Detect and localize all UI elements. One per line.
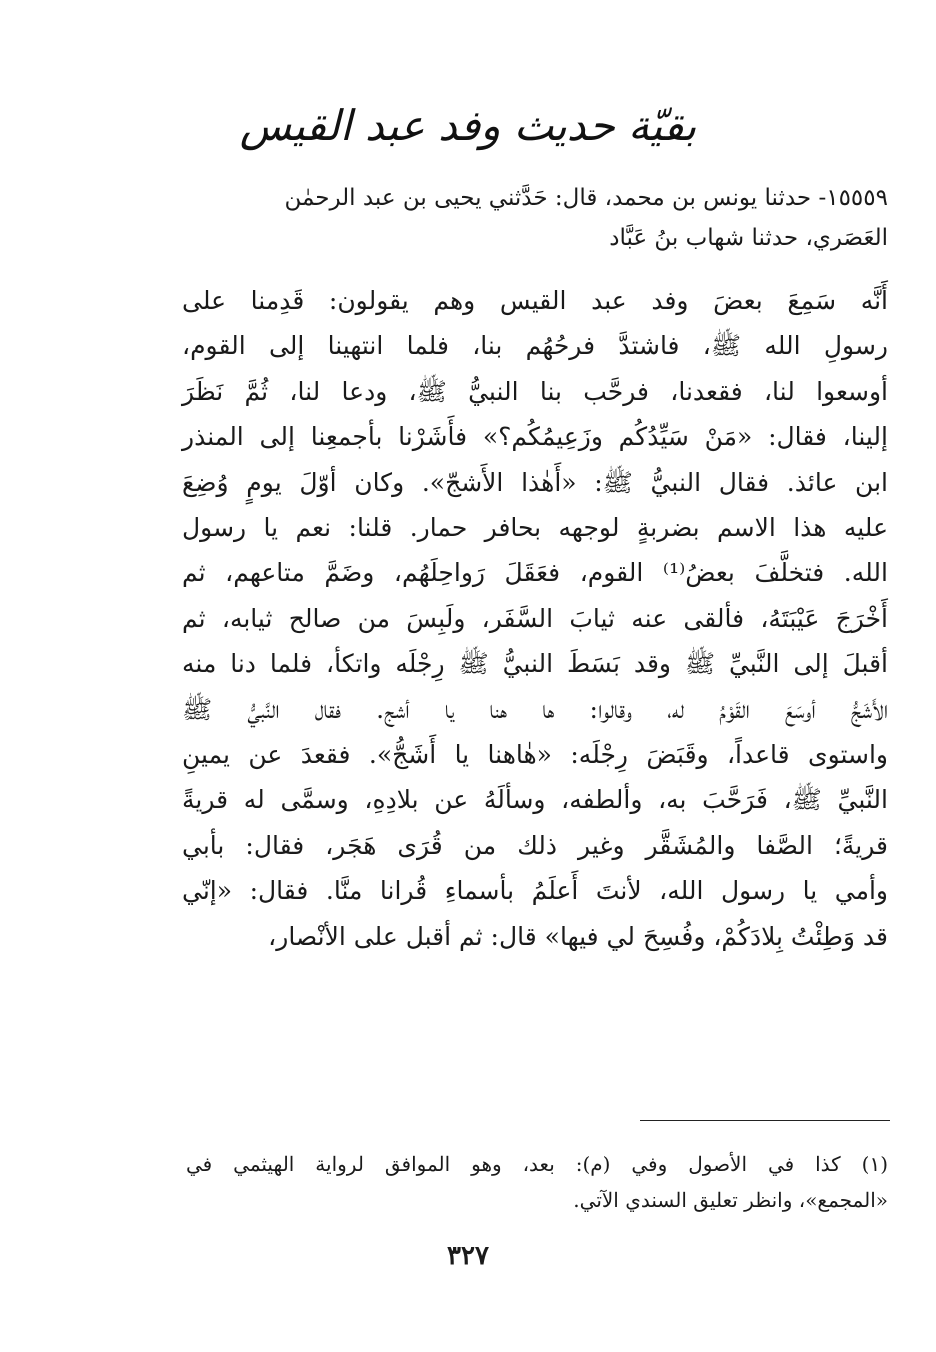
text-line: ابن عائذ. فقال النبيُّ ﷺ: «أَهٰذا الأَشجّ». وكان أوّلَ يومٍ وُضِعَ bbox=[182, 467, 888, 497]
text-line: الأَشَجُّ أوسَعَ القَوْمُ له، وقالوا: ها هنا يا أشج. فقال النَّبيُّ ﷺ bbox=[182, 694, 888, 724]
text-line: إلينا، فقال: «مَنْ سَيِّدُكُم وزَعِيمُكُم؟» فأَشَرْنا بأجمعِنا إلى المنذر bbox=[182, 422, 888, 452]
hadith-isnad bbox=[182, 178, 888, 258]
text-line: أوسعوا لنا، فقعدنا، فرحَّب بنا النبيُّ ﷺ، ودعا لنا، ثُمَّ نَظَرَ bbox=[182, 376, 888, 406]
text-line: عليه هذا الاسم بضربةٍ لوجهه بحافر حمار. قلنا: نعم يا رسول bbox=[182, 513, 888, 543]
text-line: النَّبيِّ ﷺ، فَرَحَّبَ به، وألطفه، وسألَهُ عن بلادِهِ، وسمَّى له قريةً bbox=[182, 785, 888, 815]
footnote-line: «المجمع»، وانظر تعليق السندي الآتي. bbox=[573, 1188, 888, 1212]
chapter-heading: بقيّة حديث وفد عبد القيس bbox=[239, 101, 697, 150]
footnote-line: (١) كذا في الأصول وفي (م): بعد، وهو الموافق لرواية الهيثمي في bbox=[186, 1152, 888, 1176]
text-line: قريةً؛ الصَّفا والمُشَقَّر وغير ذلك من قُرَى هَجَر، فقال: بأبي bbox=[182, 830, 888, 860]
isnad-line: العَصَري، حدثنا شهاب بنُ عَبَّاد bbox=[609, 225, 888, 251]
text-line: أَخْرَجَ عَيْبَتَهُ، فألقى عنه ثيابَ السَّفَر، ولَبِسَ من صالح ثيابه، ثم bbox=[182, 603, 888, 633]
text-line: وأمي يا رسول الله، لأنتَ أَعلَمُ بأسماءِ قُرانا منَّا. فقال: «إنّي bbox=[182, 876, 888, 906]
footnotes bbox=[186, 1146, 888, 1218]
footnote-divider bbox=[640, 1120, 890, 1121]
hadith-text bbox=[182, 278, 888, 959]
text-line: واستوى قاعداً، وقَبَضَ رِجْلَه: «هٰاهنا يا أَشَجُّ». فقعدَ عن يمينِ bbox=[182, 740, 888, 770]
text-line: قد وَطِئْتُ بِلادَكُمْ، وفُسِحَ لي فيها» قال: ثم أقبل على الأنْصار، bbox=[268, 921, 888, 951]
text-line: رسولِ الله ﷺ، فاشتدَّ فرحُهُم بنا، فلما انتهينا إلى القوم، bbox=[182, 331, 888, 361]
text-line: أَنَّه سَمِعَ بعضَ وفد عبد القيس وهم يقولون: قَدِمنا على bbox=[182, 286, 888, 315]
text-line: أقبلَ إلى النَّبيِّ ﷺ وقد بَسَطَ النبيُّ ﷺ رِجْلَه واتكأ، فلما دنا منه bbox=[182, 649, 888, 679]
page-number: ٣٢٧ bbox=[447, 1241, 489, 1271]
text-line: الله. فتخلَّفَ بعضُ⁽¹⁾ القوم، فعَقَلَ رَواحِلَهُم، وضَمَّ متاعهم، ثم bbox=[182, 558, 888, 588]
isnad-line: ١٥٥٥٩- حدثنا يونس بن محمد، قال: حَدَّثني يحيى بن عبد الرحمٰن bbox=[284, 185, 888, 211]
